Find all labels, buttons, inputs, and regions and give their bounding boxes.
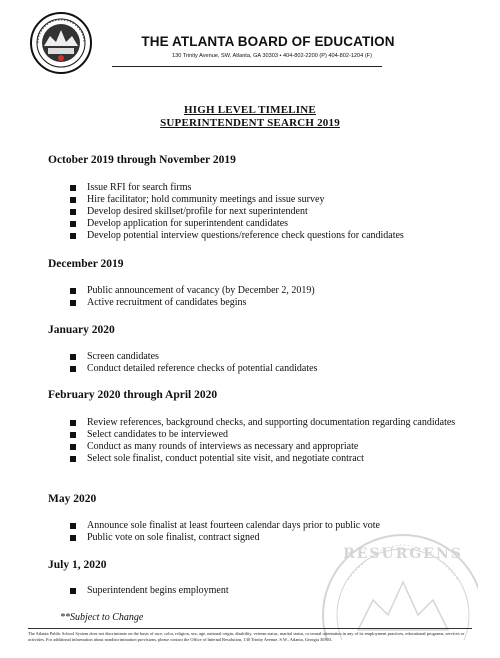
list-item: Active recruitment of candidates begins	[70, 297, 470, 309]
list-item: Develop application for superintendent candidates	[70, 218, 470, 230]
list-item: Develop potential interview questions/reference check questions for candidates	[70, 230, 470, 242]
resurgens-watermark	[318, 520, 478, 640]
organization-address: 130 Trinity Avenue, SW, Atlanta, GA 30303 • 404-802-2200 (P) 404-802-1204 (F)	[172, 53, 372, 59]
header-divider	[112, 66, 382, 67]
list-item: Issue RFI for search firms	[70, 182, 470, 194]
footer-divider	[28, 628, 472, 629]
section-heading-oct-nov-2019: October 2019 through November 2019	[48, 154, 236, 166]
document-title: HIGH LEVEL TIMELINE	[184, 104, 316, 116]
list-item: Review references, background checks, and supporting documentation regarding candidates	[70, 417, 470, 429]
list-item: Hire facilitator; hold community meetings and issue survey	[70, 194, 470, 206]
section-list-feb-apr-2020	[70, 417, 470, 465]
subject-to-change-note: **Subject to Change	[60, 612, 144, 623]
organization-name: THE ATLANTA BOARD OF EDUCATION	[141, 34, 395, 49]
svg-text:RESURGENS: RESURGENS	[343, 546, 463, 562]
list-item: Conduct detailed reference checks of potential candidates	[70, 363, 470, 375]
list-item: Develop desired skillset/profile for next superintendent	[70, 206, 470, 218]
list-item: Superintendent begins employment	[70, 585, 470, 597]
section-heading-may-2020: May 2020	[48, 493, 97, 505]
section-heading-jul-2020: July 1, 2020	[48, 559, 107, 571]
section-heading-jan-2020: January 2020	[48, 324, 115, 336]
footer-disclaimer: The Atlanta Public School System does not discriminate on the basis of race, color, religion, sex, age, national origin, disability, veteran status, marital status, or sexual orientation in any of its employment practices, educational programs, services or activities. For additional information about nondiscrimination provisions, please contact the Office of Internal Resolution, 130 Trinity Avenue, S.W., Atlanta, Georgia 30303.	[28, 631, 465, 642]
section-heading-feb-apr-2020: February 2020 through April 2020	[48, 389, 218, 401]
section-list-jan-2020	[70, 351, 470, 375]
list-item: Select sole finalist, conduct potential site visit, and negotiate contract	[70, 453, 470, 465]
section-heading-dec-2019: December 2019	[48, 258, 124, 270]
list-item: Announce sole finalist at least fourteen calendar days prior to public vote	[70, 520, 470, 532]
list-item: Public vote on sole finalist, contract signed	[70, 532, 470, 544]
list-item: Conduct as many rounds of interviews as necessary and appropriate	[70, 441, 470, 453]
section-list-dec-2019	[70, 285, 470, 309]
list-item: Public announcement of vacancy (by December 2, 2019)	[70, 285, 470, 297]
list-item: Screen candidates	[70, 351, 470, 363]
atlanta-seal-logo	[30, 12, 92, 74]
list-item: Select candidates to be interviewed	[70, 429, 470, 441]
document-subtitle: SUPERINTENDENT SEARCH 2019	[160, 117, 340, 129]
section-list-oct-nov-2019	[70, 182, 470, 242]
